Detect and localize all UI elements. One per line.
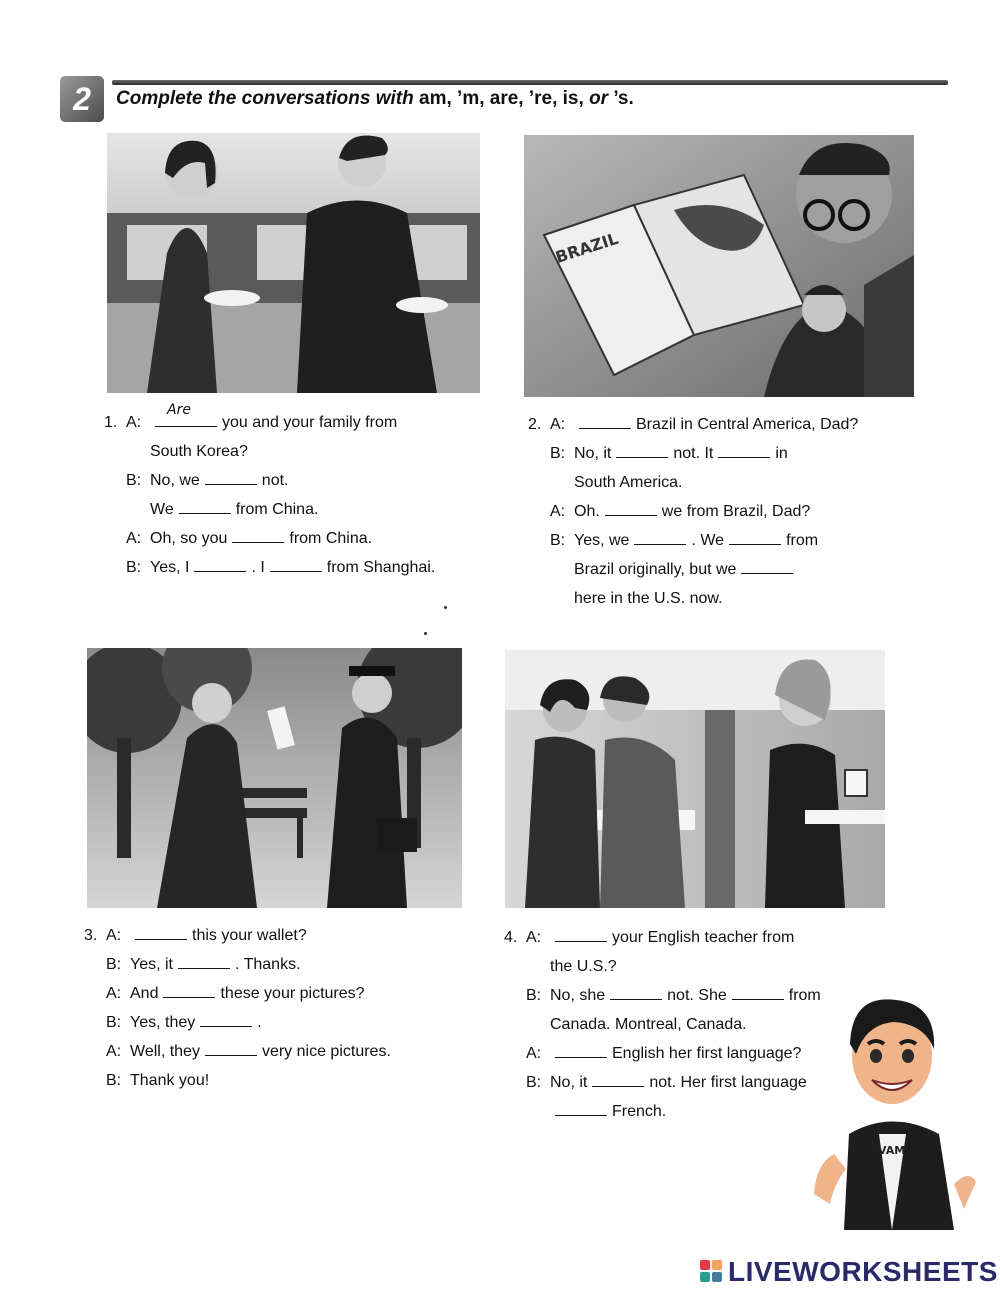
dialogue-text: from xyxy=(788,987,821,1004)
speaker-label: B: xyxy=(526,1074,542,1091)
speaker-label: B: xyxy=(550,532,566,549)
dialogue-text: from Shanghai. xyxy=(326,559,436,576)
speaker-label: B: xyxy=(106,1014,122,1031)
speaker-label: A: xyxy=(106,1043,122,1060)
instruction-words: am, ’m, are, ’re, is, xyxy=(419,88,584,109)
answer-blank[interactable] xyxy=(605,501,657,516)
conversation-1 xyxy=(104,402,504,582)
picture-train-station xyxy=(107,133,480,393)
dialogue-text: not. It xyxy=(673,445,714,462)
liveworksheets-logo-icon xyxy=(700,1260,724,1284)
dialogue-text: from China. xyxy=(289,530,373,547)
conversation-3 xyxy=(84,921,484,1095)
dialogue-text: you and your family from xyxy=(222,414,398,431)
answer-blank[interactable] xyxy=(178,954,230,969)
dialogue-text: this your wallet? xyxy=(192,927,307,944)
answer-blank[interactable] xyxy=(205,1041,257,1056)
liveworksheets-brand xyxy=(700,1256,998,1288)
header-rule xyxy=(112,80,948,85)
dialogue-text: not. xyxy=(261,472,289,489)
answer-blank[interactable] xyxy=(555,1043,607,1058)
dialogue-text: in xyxy=(775,445,788,462)
dialogue-text: No, it xyxy=(550,1074,588,1091)
speaker-label: A: xyxy=(106,927,122,944)
dialogue-text: Oh, so you xyxy=(150,530,228,547)
dialogue-text: . xyxy=(257,1014,262,1031)
dialogue-text: Yes, it xyxy=(130,956,173,973)
answer-blank[interactable] xyxy=(194,557,246,572)
instruction-prefix: Complete the conversations with xyxy=(116,88,414,109)
answer-blank[interactable] xyxy=(135,925,187,940)
speaker-label: B: xyxy=(526,987,542,1004)
dialogue-text: from China. xyxy=(235,501,319,518)
instruction-last: ’s. xyxy=(613,88,634,109)
answer-blank[interactable] xyxy=(163,983,215,998)
conversation-3-number: 3. xyxy=(84,927,98,944)
dialogue-text: Thank you! xyxy=(130,1072,210,1089)
dialogue-text: Oh. xyxy=(574,503,600,520)
dialogue-text: No, it xyxy=(574,445,612,462)
speck xyxy=(444,606,447,609)
exercise-number-badge: 2 xyxy=(60,76,104,122)
dialogue-text: No, we xyxy=(150,472,200,489)
dialogue-text: . Thanks. xyxy=(235,956,301,973)
speaker-label: B: xyxy=(126,472,142,489)
conversation-4-number: 4. xyxy=(504,929,518,946)
exercise-instruction xyxy=(116,88,634,110)
picture-cafe xyxy=(505,650,885,908)
answer-blank[interactable] xyxy=(634,530,686,545)
dialogue-text: French. xyxy=(612,1103,667,1120)
picture-map-book xyxy=(524,135,914,397)
answer-blank[interactable] xyxy=(555,927,607,942)
answer-blank[interactable] xyxy=(155,402,217,427)
dialogue-text: Canada. Montreal, Canada. xyxy=(550,1016,747,1033)
dialogue-text: Yes, I xyxy=(150,559,190,576)
speaker-label: A: xyxy=(526,929,542,946)
answer-blank[interactable] xyxy=(616,443,668,458)
answer-blank[interactable] xyxy=(200,1012,252,1027)
conversation-2-number: 2. xyxy=(528,416,542,433)
teacher-avatar xyxy=(804,994,980,1230)
brand-text: LIVEWORKSHEETS xyxy=(728,1256,998,1287)
answer-blank[interactable] xyxy=(579,414,631,429)
speaker-label: B: xyxy=(550,445,566,462)
dialogue-text: not. Her first language xyxy=(649,1074,807,1091)
speaker-label: A: xyxy=(550,416,566,433)
dialogue-text: We xyxy=(150,501,174,518)
speaker-label: B: xyxy=(106,956,122,973)
dialogue-text: . I xyxy=(251,559,265,576)
book-label-brazil: BRAZIL xyxy=(553,228,621,267)
dialogue-text: South Korea? xyxy=(150,443,248,460)
speaker-label: A: xyxy=(126,530,142,547)
instruction-or: or xyxy=(589,88,609,109)
dialogue-text: your English teacher from xyxy=(612,929,795,946)
answer-blank[interactable] xyxy=(270,557,322,572)
speck xyxy=(424,632,427,635)
speaker-label: A: xyxy=(106,985,122,1002)
answer-blank[interactable] xyxy=(232,528,284,543)
dialogue-text: Brazil in Central America, Dad? xyxy=(636,416,859,433)
filled-answer: Are xyxy=(167,402,191,418)
dialogue-text: the U.S.? xyxy=(550,958,617,975)
dialogue-text: Well, they xyxy=(130,1043,200,1060)
dialogue-text: here in the U.S. now. xyxy=(574,590,723,607)
answer-blank[interactable] xyxy=(610,985,662,1000)
dialogue-text: these your pictures? xyxy=(220,985,365,1002)
dialogue-text: not. She xyxy=(667,987,727,1004)
dialogue-text: we from Brazil, Dad? xyxy=(661,503,811,520)
answer-blank[interactable] xyxy=(592,1072,644,1087)
answer-blank[interactable] xyxy=(718,443,770,458)
dialogue-text: Yes, they xyxy=(130,1014,196,1031)
answer-blank[interactable] xyxy=(732,985,784,1000)
dialogue-text: . We xyxy=(691,532,725,549)
speaker-label: B: xyxy=(106,1072,122,1089)
avatar-shirt-text: VAM xyxy=(878,1144,906,1157)
answer-blank[interactable] xyxy=(729,530,781,545)
dialogue-text: South America. xyxy=(574,474,683,491)
speaker-label: B: xyxy=(126,559,142,576)
speaker-label: A: xyxy=(126,414,142,431)
dialogue-text: very nice pictures. xyxy=(261,1043,391,1060)
speaker-label: A: xyxy=(526,1045,542,1062)
answer-blank[interactable] xyxy=(555,1101,607,1116)
picture-park-wallet xyxy=(87,648,462,908)
dialogue-text: from xyxy=(786,532,819,549)
answer-blank[interactable] xyxy=(741,559,793,574)
conversation-2 xyxy=(528,410,928,613)
dialogue-text: Yes, we xyxy=(574,532,630,549)
dialogue-text: English her first language? xyxy=(612,1045,802,1062)
answer-blank[interactable] xyxy=(205,470,257,485)
dialogue-text: And xyxy=(130,985,159,1002)
dialogue-text: No, she xyxy=(550,987,606,1004)
conversation-1-number: 1. xyxy=(104,414,118,431)
dialogue-text: Brazil originally, but we xyxy=(574,561,737,578)
speaker-label: A: xyxy=(550,503,566,520)
answer-blank[interactable] xyxy=(179,499,231,514)
